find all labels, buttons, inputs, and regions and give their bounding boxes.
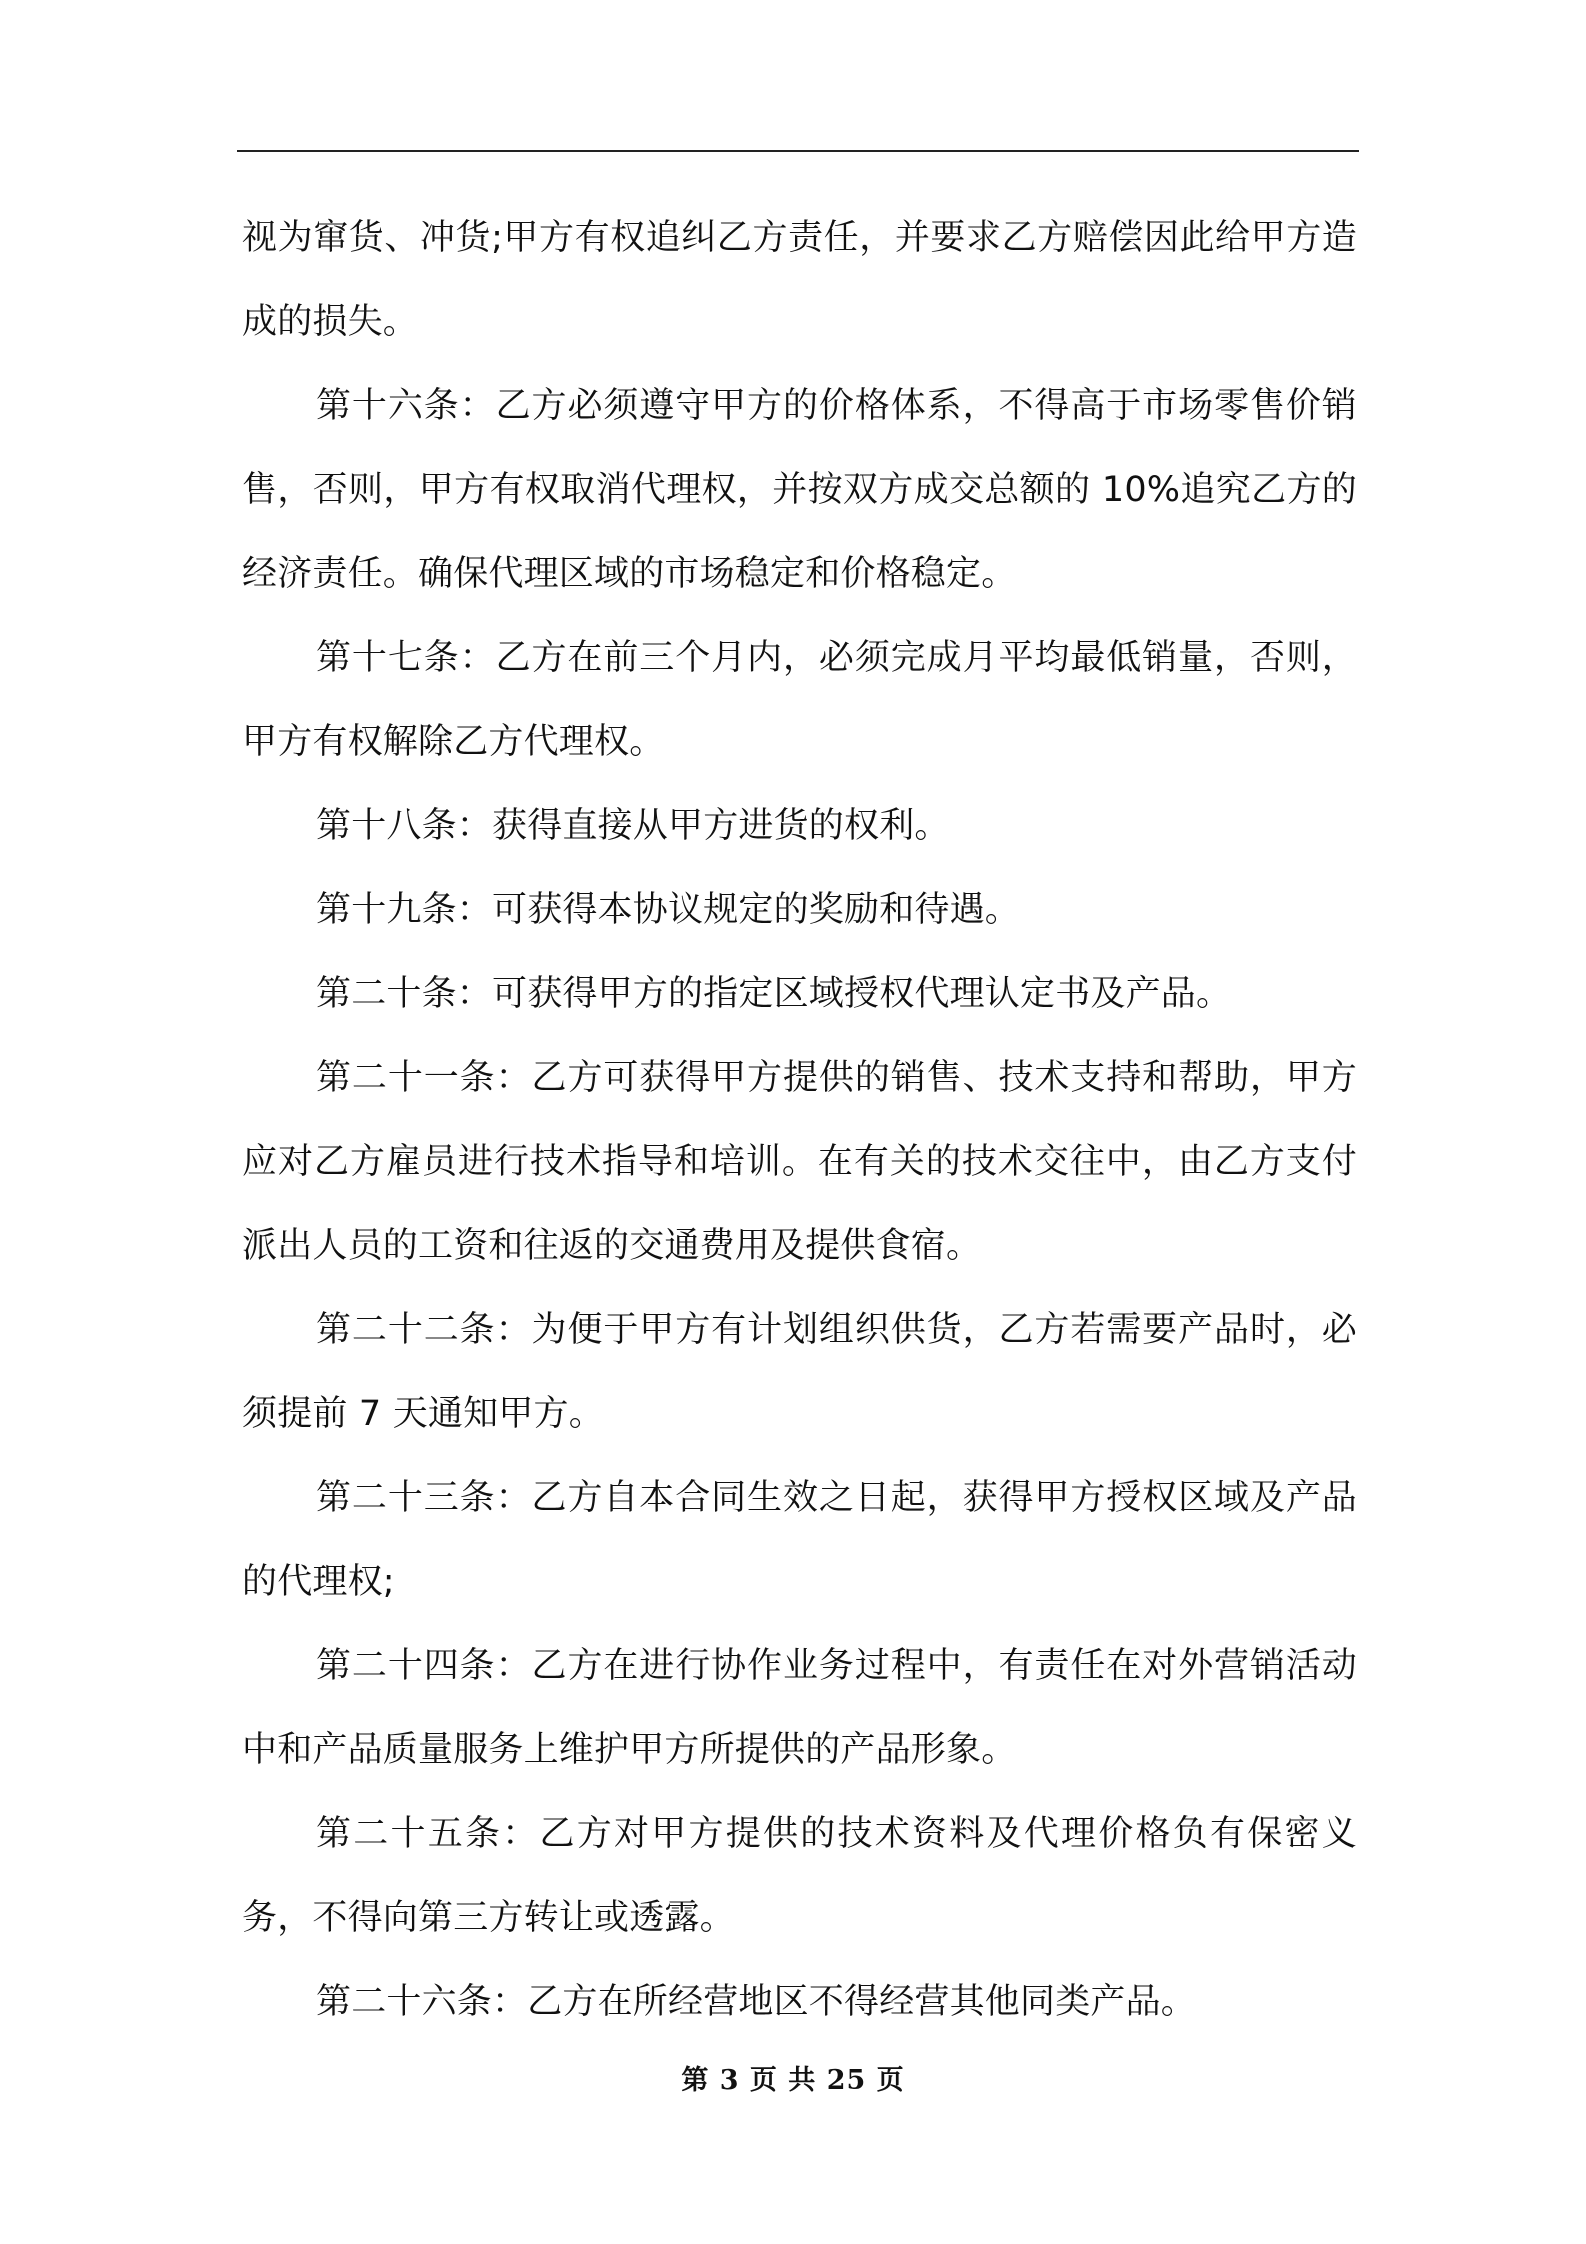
article-26: 第二十六条：乙方在所经营地区不得经营其他同类产品。 — [316, 1982, 1197, 2022]
article-21: 第二十一条：乙方可获得甲方提供的销售、技术支持和帮助，甲方应对乙方雇员进行技术指导和培训。在有关的技术交往中，由乙方支付派出人员的工资和往返的交通费用及提供食宿。 — [242, 1058, 1357, 1266]
article-25: 第二十五条：乙方对甲方提供的技术资料及代理价格负有保密义务，不得向第三方转让或透露。 — [242, 1814, 1357, 1938]
paragraph-continuation: 视为窜货、冲货;甲方有权追纠乙方责任，并要求乙方赔偿因此给甲方造成的损失。 — [242, 218, 1357, 342]
article-18: 第十八条：获得直接从甲方进货的权利。 — [316, 806, 950, 846]
document-body — [242, 196, 1357, 2044]
article-17: 第十七条：乙方在前三个月内，必须完成月平均最低销量，否则，甲方有权解除乙方代理权。 — [242, 638, 1357, 762]
page-number-footer: 第 3 页 共 25 页 — [681, 2065, 905, 2096]
article-19: 第十九条：可获得本协议规定的奖励和待遇。 — [316, 890, 1021, 930]
article-20: 第二十条：可获得甲方的指定区域授权代理认定书及产品。 — [316, 974, 1232, 1014]
article-22: 第二十二条：为便于甲方有计划组织供货，乙方若需要产品时，必须提前 7 天通知甲方。 — [242, 1310, 1357, 1434]
header-rule — [237, 150, 1359, 152]
article-23: 第二十三条：乙方自本合同生效之日起，获得甲方授权区域及产品的代理权; — [242, 1478, 1357, 1602]
article-24: 第二十四条：乙方在进行协作业务过程中，有责任在对外营销活动中和产品质量服务上维护甲方所提供的产品形象。 — [242, 1646, 1357, 1770]
article-16: 第十六条：乙方必须遵守甲方的价格体系，不得高于市场零售价销售，否则，甲方有权取消代理权，并按双方成交总额的 10%追究乙方的经济责任。确保代理区域的市场稳定和价格稳定。 — [242, 386, 1357, 594]
